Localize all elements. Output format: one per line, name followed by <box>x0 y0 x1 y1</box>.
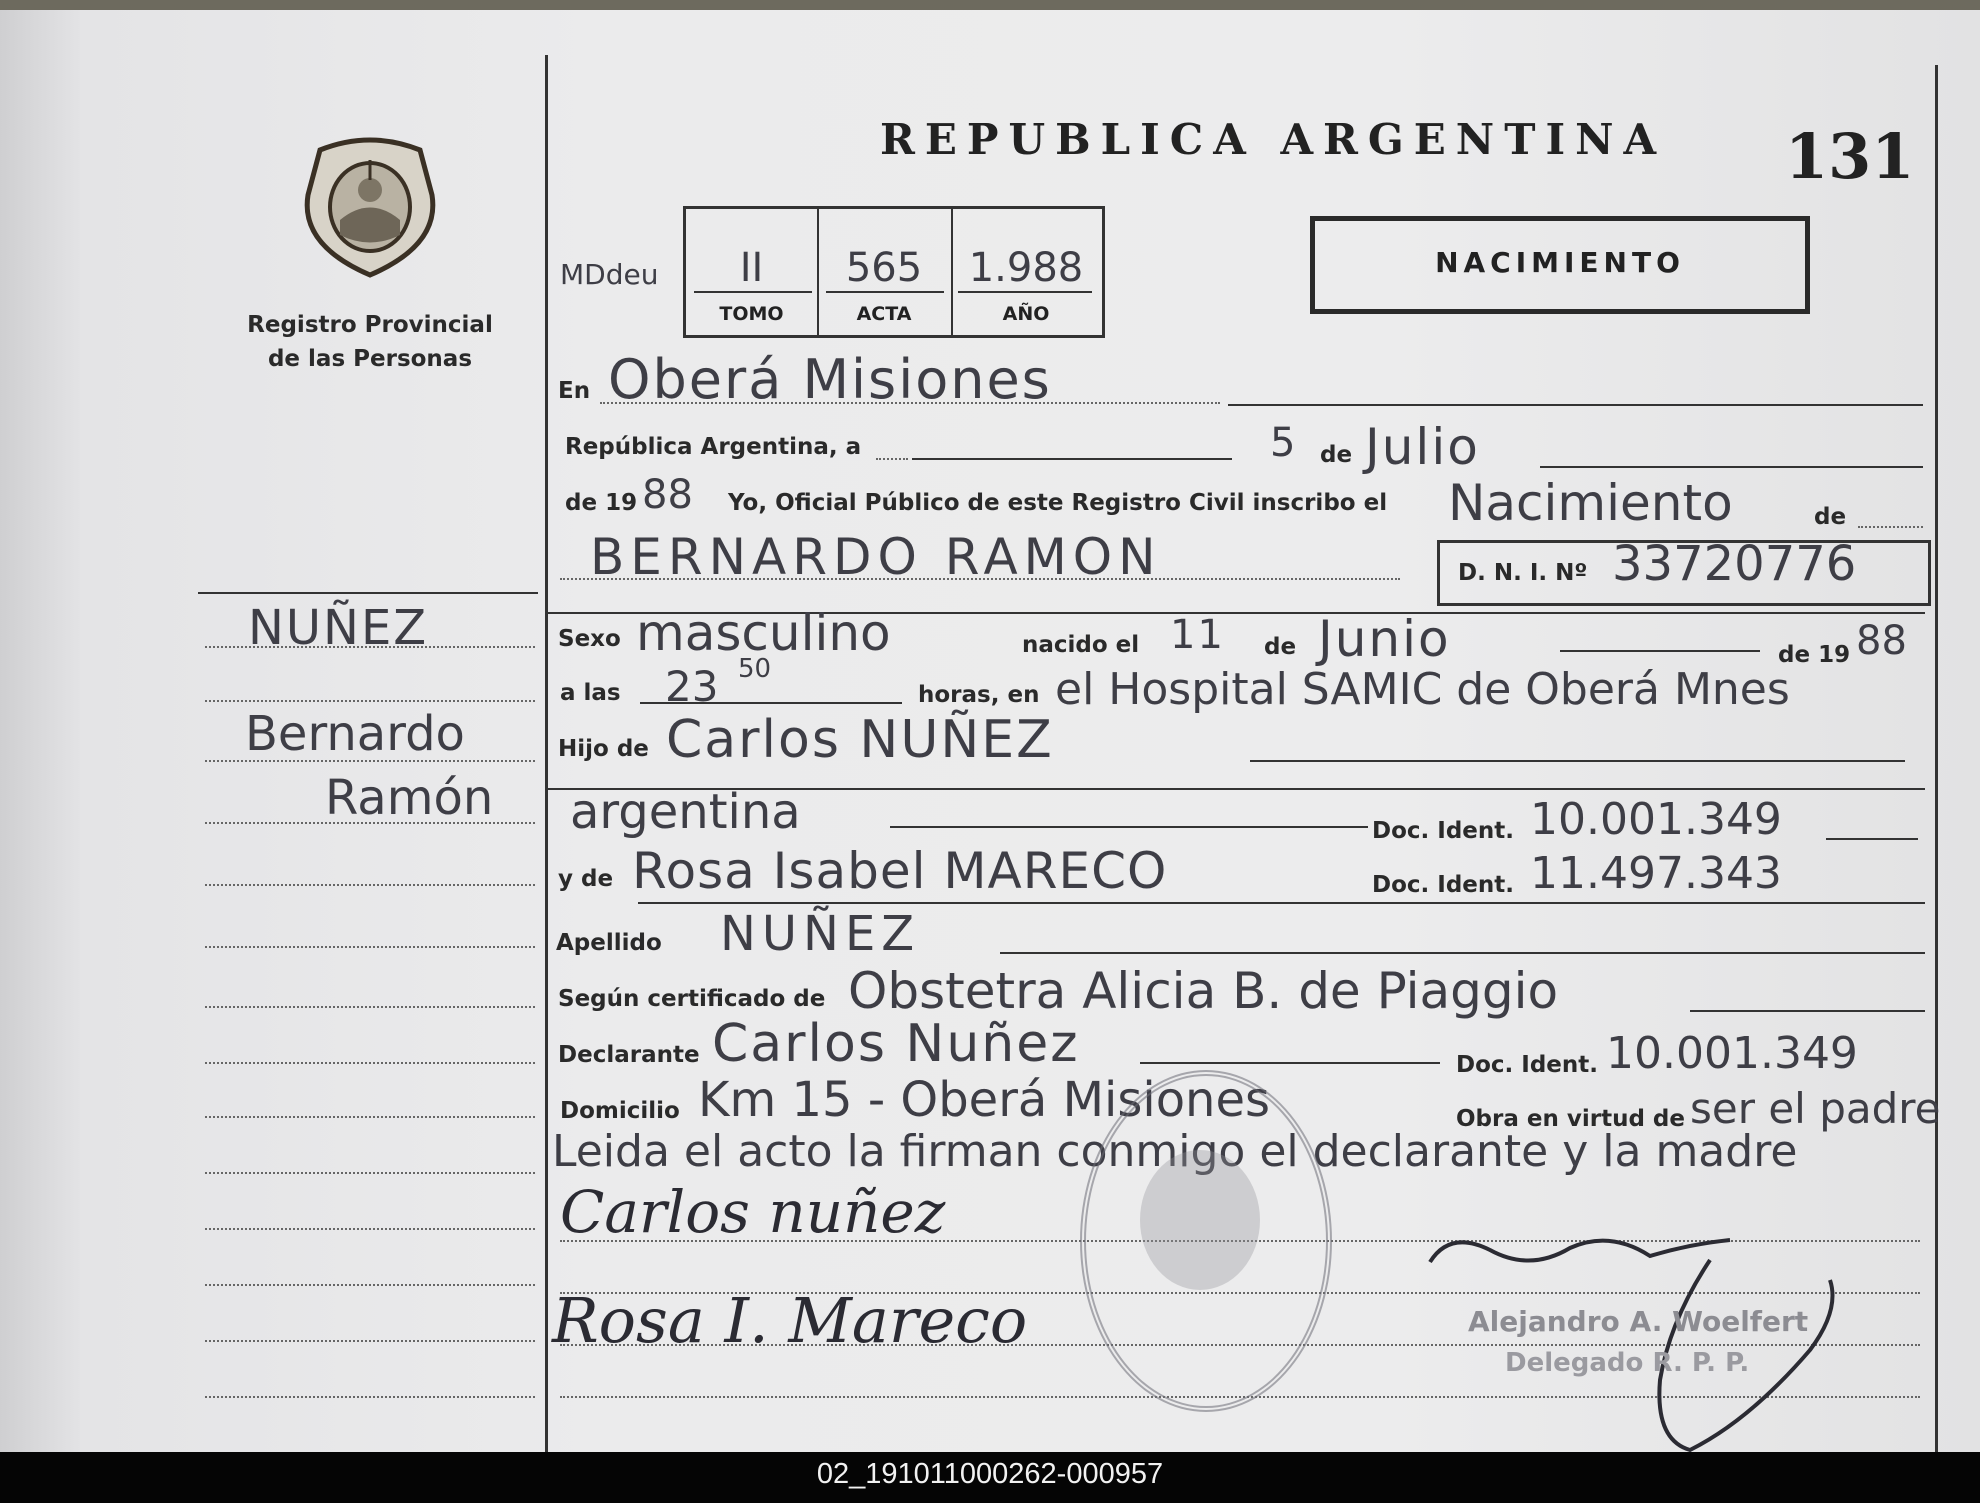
record-type-label: NACIMIENTO <box>1435 246 1685 279</box>
margin-dotted-line <box>205 646 535 648</box>
tomo-underline <box>694 291 812 293</box>
de-label: de <box>1320 442 1353 468</box>
annotation-note: MDdeu <box>560 258 659 291</box>
segun-label: Según certificado de <box>558 986 826 1012</box>
margin-dotted-line <box>205 700 535 702</box>
nacido-label: nacido el <box>1022 632 1140 658</box>
page-fold-shadow <box>0 10 80 1452</box>
margin-second-name: Ramón <box>325 770 494 826</box>
domicilio-value: Km 15 - Oberá Misiones <box>698 1072 1271 1128</box>
country-header: REPUBLICA ARGENTINA <box>880 115 1667 164</box>
margin-dotted-line <box>205 946 535 948</box>
yde-label: y de <box>558 866 614 892</box>
month-value: Julio <box>1365 418 1480 476</box>
margin-dotted-line <box>205 1284 535 1286</box>
dni-value: 33720776 <box>1612 536 1857 592</box>
hijo-label: Hijo de <box>558 736 649 762</box>
ano-underline <box>958 291 1092 293</box>
birth-month: Junio <box>1318 610 1451 668</box>
page-number: 131 <box>1785 120 1915 193</box>
en-label: En <box>558 378 591 404</box>
margin-dotted-line <box>205 822 535 824</box>
obra-label: Obra en virtud de <box>1456 1106 1685 1132</box>
declarante-label: Declarante <box>558 1042 700 1068</box>
day-value: 5 <box>1270 420 1298 466</box>
tomo-label: TOMO <box>719 303 784 325</box>
registry-title <box>220 308 520 376</box>
acta-underline <box>826 291 944 293</box>
sexo-value: masculino <box>636 604 891 662</box>
birth-year-suffix: 88 <box>1856 618 1907 664</box>
delegate-name: Alejandro A. Woelfert <box>1468 1305 1809 1338</box>
de19-label: de 19 <box>565 490 638 516</box>
year-suffix: 88 <box>642 472 693 518</box>
mother-doc-label: Doc. Ident. <box>1372 872 1514 898</box>
de-label-2: de <box>1814 504 1847 530</box>
certificate-value: Obstetra Alicia B. de Piaggio <box>848 962 1559 1020</box>
acta-value: 565 <box>845 245 923 291</box>
domicilio-label: Domicilio <box>560 1098 680 1124</box>
dotted-line <box>600 402 1220 404</box>
ano-value: 1.988 <box>968 245 1084 291</box>
dni-label: D. N. I. Nº <box>1458 560 1588 586</box>
mother-signature: Rosa I. Mareco <box>552 1284 1028 1357</box>
de19-label-2: de 19 <box>1778 642 1851 668</box>
fill-line <box>912 458 1232 460</box>
column-divider <box>545 55 548 1452</box>
oficial-text: Yo, Oficial Público de este Registro Civil inscribo el <box>728 490 1388 516</box>
margin-dotted-line <box>205 760 535 762</box>
mother-name: Rosa Isabel MARECO <box>632 842 1168 900</box>
fill-line <box>1540 466 1923 468</box>
margin-divider <box>198 592 538 594</box>
birth-place: el Hospital SAMIC de Oberá Mnes <box>1055 664 1790 715</box>
father-doc-label: Doc. Ident. <box>1372 818 1514 844</box>
margin-surname: NUÑEZ <box>248 600 429 656</box>
image-caption: 02_191011000262-000957 <box>816 1458 1164 1490</box>
horas-label: horas, en <box>918 682 1040 708</box>
declarante-doc: 10.001.349 <box>1606 1028 1858 1079</box>
obra-value: ser el padre <box>1690 1084 1941 1133</box>
tomo-value: II <box>739 245 764 291</box>
declarante-doc-label: Doc. Ident. <box>1456 1052 1598 1078</box>
registry-title-line2: de las Personas <box>267 346 473 372</box>
fill-line <box>1140 1062 1440 1064</box>
child-name: BERNARDO RAMON <box>590 528 1162 586</box>
margin-dotted-line <box>205 884 535 886</box>
birth-day: 11 <box>1170 612 1225 658</box>
fill-line <box>1000 952 1925 954</box>
apellido-value: NUÑEZ <box>720 906 921 962</box>
stamp-emblem <box>1140 1150 1260 1290</box>
fill-line <box>1690 1010 1925 1012</box>
margin-dotted-line <box>205 1396 535 1398</box>
margin-dotted-line <box>205 1062 535 1064</box>
fill-line <box>640 702 902 704</box>
fill-line <box>890 826 1368 828</box>
margin-dotted-line <box>205 1228 535 1230</box>
hour-value: 23 <box>665 662 719 711</box>
fill-line <box>638 902 1925 904</box>
registry-title-line1: Registro Provincial <box>247 312 493 338</box>
closing-statement: Leida el acto la firman conmigo el declarante y la madre <box>552 1126 1798 1177</box>
fill-line <box>1826 838 1918 840</box>
dotted-line <box>560 578 1400 580</box>
dotted-line <box>1858 526 1923 528</box>
father-nationality: argentina <box>570 784 801 840</box>
father-doc: 10.001.349 <box>1530 794 1782 845</box>
en-value: Oberá Misiones <box>608 348 1052 411</box>
fill-line <box>1560 650 1760 652</box>
de-label-3: de <box>1264 634 1297 660</box>
inscribo-value: Nacimiento <box>1448 474 1733 532</box>
misiones-seal-icon <box>300 135 440 280</box>
ano-label: AÑO <box>1002 303 1050 325</box>
mother-doc: 11.497.343 <box>1530 848 1782 899</box>
margin-dotted-line <box>205 1340 535 1342</box>
fill-line <box>1228 404 1923 406</box>
margin-dotted-line <box>205 1006 535 1008</box>
dotted-line <box>876 458 908 460</box>
fill-line <box>1250 760 1905 762</box>
record-reference-box <box>683 206 1105 338</box>
delegate-role: Delegado R. P. P. <box>1505 1348 1750 1378</box>
sexo-label: Sexo <box>558 626 621 652</box>
father-name: Carlos NUÑEZ <box>666 710 1054 770</box>
margin-dotted-line <box>205 1172 535 1174</box>
declarante-value: Carlos Nuñez <box>712 1014 1080 1074</box>
margin-dotted-line <box>205 1116 535 1118</box>
page-right-border <box>1935 65 1938 1452</box>
alas-label: a las <box>560 680 621 706</box>
apellido-label: Apellido <box>556 930 662 956</box>
republica-label: República Argentina, a <box>565 434 862 460</box>
margin-first-name: Bernardo <box>245 706 465 762</box>
minutes-value: 50 <box>738 654 772 684</box>
acta-label: ACTA <box>856 303 912 325</box>
declarante-signature: Carlos nuñez <box>560 1178 946 1246</box>
